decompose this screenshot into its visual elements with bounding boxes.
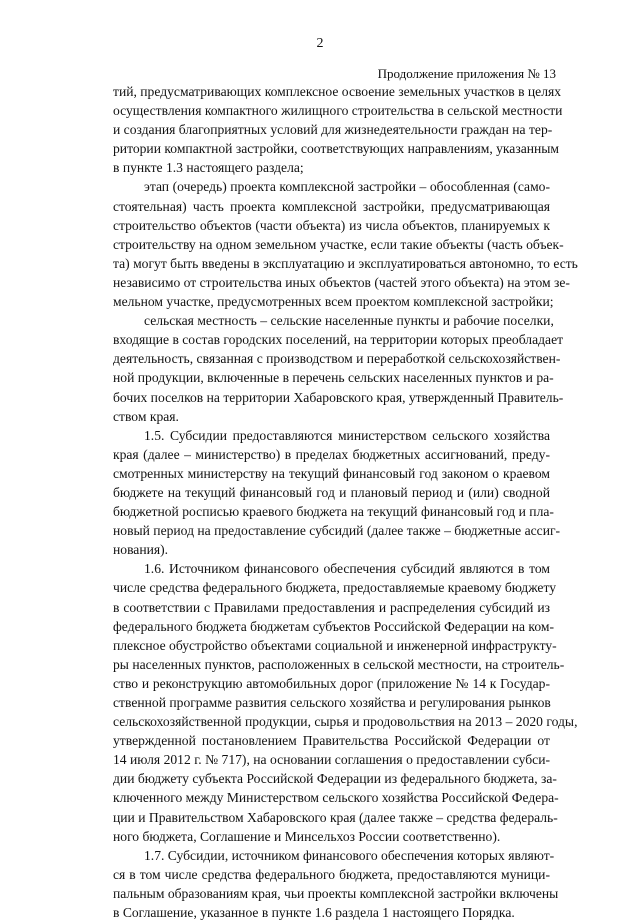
- appendix-continuation-label: Продолжение приложения № 13: [377, 66, 556, 81]
- paragraph: [113, 426, 561, 560]
- text-line: 1.6. Источником финансового обеспечения субсидий являются в том: [144, 561, 550, 577]
- text-line: дии бюджету субъекта Российской Федерации из федерального бюджета, за-: [113, 771, 557, 787]
- paragraph: [113, 559, 578, 845]
- text-line: 14 июля 2012 г. № 717), на основании соглашения о предоставлении субси-: [113, 752, 550, 768]
- document-body: [113, 82, 578, 922]
- text-line: новый период на предоставление субсидий (далее также – бюджетные ассиг-: [113, 523, 561, 539]
- paragraph: [113, 82, 563, 177]
- text-line: стоятельная) часть проекта комплексной застройки, предусматривающая: [113, 198, 550, 214]
- text-line: нования).: [113, 542, 169, 558]
- text-line: ственной программе развития сельского хозяйства и регулирования рынков: [113, 695, 551, 710]
- text-line: ной продукции, включенные в перечень сельских населенных пунктов и ра-: [113, 370, 554, 386]
- text-line: ции и Правительством Хабаровского края (далее также – средства федераль-: [113, 809, 558, 825]
- text-line: независимо от строительства иных объектов (частей этого объекта) на этом зе-: [113, 274, 570, 290]
- text-line: бочих поселков на территории Хабаровского края, утвержденный Правитель-: [113, 389, 564, 405]
- text-line: утвержденной постановлением Правительства Российской Федерации от: [113, 733, 550, 749]
- text-line: ного бюджета, Соглашение и Минсельхоз России соответственно).: [113, 828, 501, 844]
- text-line: строительству на одном земельном участке, если такие объекты (часть объек-: [113, 236, 564, 252]
- text-line: ритории компактной застройки, соответствующих направлениям, указанным: [113, 141, 560, 157]
- text-line: пальным образованиям края, чьи проекты комплексной застройки включены: [113, 885, 559, 901]
- text-line: бюджете на текущий финансовый год и плановый период и (или) сводной: [113, 484, 550, 500]
- paragraph: [113, 177, 578, 311]
- paragraph: [113, 311, 564, 426]
- text-line: в соответствии с Правилами предоставления и распределения субсидий из: [113, 599, 550, 615]
- text-line: деятельность, связанная с производством и переработкой сельскохозяйствен-: [113, 351, 561, 367]
- text-line: входящие в состав городских поселений, на территории которых преобладает: [113, 332, 564, 348]
- text-line: числе средства федерального бюджета, предоставляемые краевому бюджету: [113, 580, 556, 596]
- text-line: 1.7. Субсидии, источником финансового обеспечения которых являют-: [144, 847, 555, 863]
- text-line: осуществления компактного жилищного строительства в сельской местности: [113, 103, 563, 119]
- text-line: ключенного между Министерством сельского хозяйства Российской Федера-: [113, 790, 559, 806]
- text-line: края (далее – министерство) в пределах бюджетных ассигнований, преду-: [113, 446, 550, 462]
- text-line: сельская местность – сельские населенные пункты и рабочие поселки,: [144, 313, 554, 329]
- text-line: в пункте 1.3 настоящего раздела;: [113, 160, 304, 176]
- page-number: 2: [316, 36, 324, 51]
- paragraph: [113, 846, 559, 922]
- text-line: плексное обустройство объектами социальной и инженерной инфраструкту-: [113, 637, 557, 653]
- text-line: тий, предусматривающих комплексное освоение земельных участков в целях: [113, 84, 562, 99]
- text-line: ры населенных пунктов, расположенных в сельской местности, на строитель-: [113, 656, 565, 672]
- text-line: ством края.: [113, 408, 179, 424]
- text-line: и создания благоприятных условий для жизнедеятельности граждан на тер-: [113, 122, 553, 138]
- text-line: смотренных министерству на текущий финансовый год законом о краевом: [113, 465, 550, 481]
- text-line: мельном участке, предусмотренных всем проектом комплексной застройки;: [113, 294, 554, 310]
- text-line: этап (очередь) проекта комплексной застройки – обособленная (само-: [144, 179, 550, 195]
- text-line: 1.5. Субсидии предоставляются министерством сельского хозяйства: [144, 427, 550, 443]
- text-line: в Соглашение, указанное в пункте 1.6 раздела 1 настоящего Порядка.: [113, 905, 515, 921]
- text-line: федерального бюджета бюджетам субъектов Российской Федерации на ком-: [113, 618, 555, 634]
- text-line: сельскохозяйственной продукции, сырья и продовольствия на 2013 – 2020 годы,: [113, 714, 578, 730]
- text-line: та) могут быть введены в эксплуатацию и эксплуатироваться автономно, то есть: [113, 255, 578, 271]
- text-line: строительство объектов (части объекта) из числа объектов, планируемых к: [113, 217, 550, 233]
- text-line: ство и реконструкцию автомобильных дорог (приложение № 14 к Государ-: [113, 675, 550, 691]
- text-line: ся в том числе средства федерального бюджета, предоставляются муници-: [113, 866, 550, 882]
- text-line: бюджетной росписью краевого бюджета на текущий финансовый год и пла-: [113, 504, 554, 520]
